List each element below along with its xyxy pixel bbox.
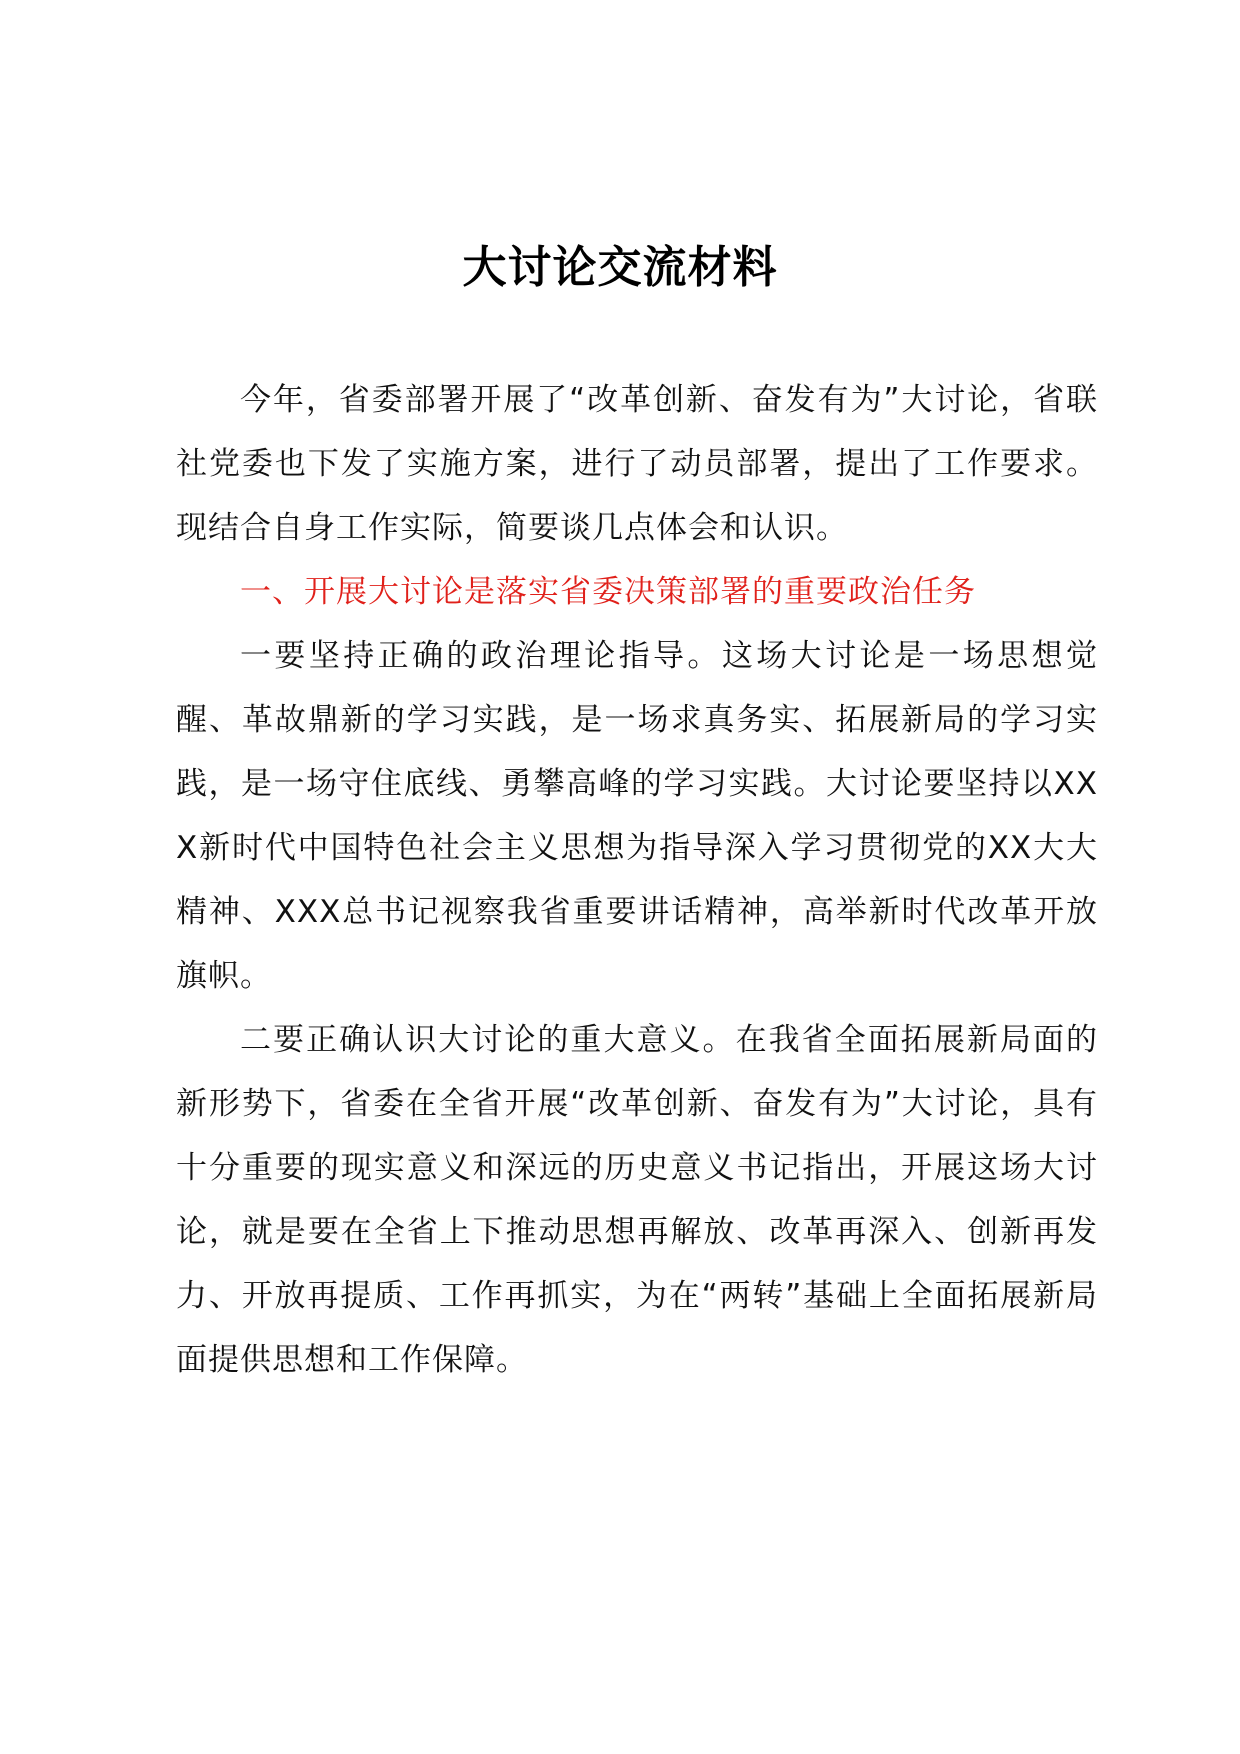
paragraph-point-2: 二要正确认识大讨论的重大意义。在我省全面拓展新局面的新形势下，省委在全省开展“改革创新、奋发有为”大讨论，具有十分重要的现实意义和深远的历史意义书记指出，开展这场大讨论，就是要在全省上下推动思想再解放、改革再深入、创新再发力、开放再提质、工作再抓实，为在“两转”基础上全面拓展新局面提供思想和工作保障。 <box>176 1022 1098 1378</box>
document-body <box>176 368 1098 1392</box>
paragraph-intro: 今年，省委部署开展了“改革创新、奋发有为”大讨论，省联社党委也下发了实施方案，进行了动员部署，提出了工作要求。现结合自身工作实际，简要谈几点体会和认识。 <box>176 382 1098 546</box>
section-heading: 一、开展大讨论是落实省委决策部署的重要政治任务 <box>240 574 976 610</box>
paragraph-point-1: 一要坚持正确的政治理论指导。这场大讨论是一场思想觉醒、革故鼎新的学习实践，是一场求真务实、拓展新局的学习实践，是一场守住底线、勇攀高峰的学习实践。大讨论要坚持以XXX新时代中国特色社会主义思想为指导深入学习贯彻党的XX大大精神、XXX总书记视察我省重要讲话精神，高举新时代改革开放旗帜。 <box>176 638 1098 994</box>
document-title: 大讨论交流材料 <box>462 242 778 293</box>
